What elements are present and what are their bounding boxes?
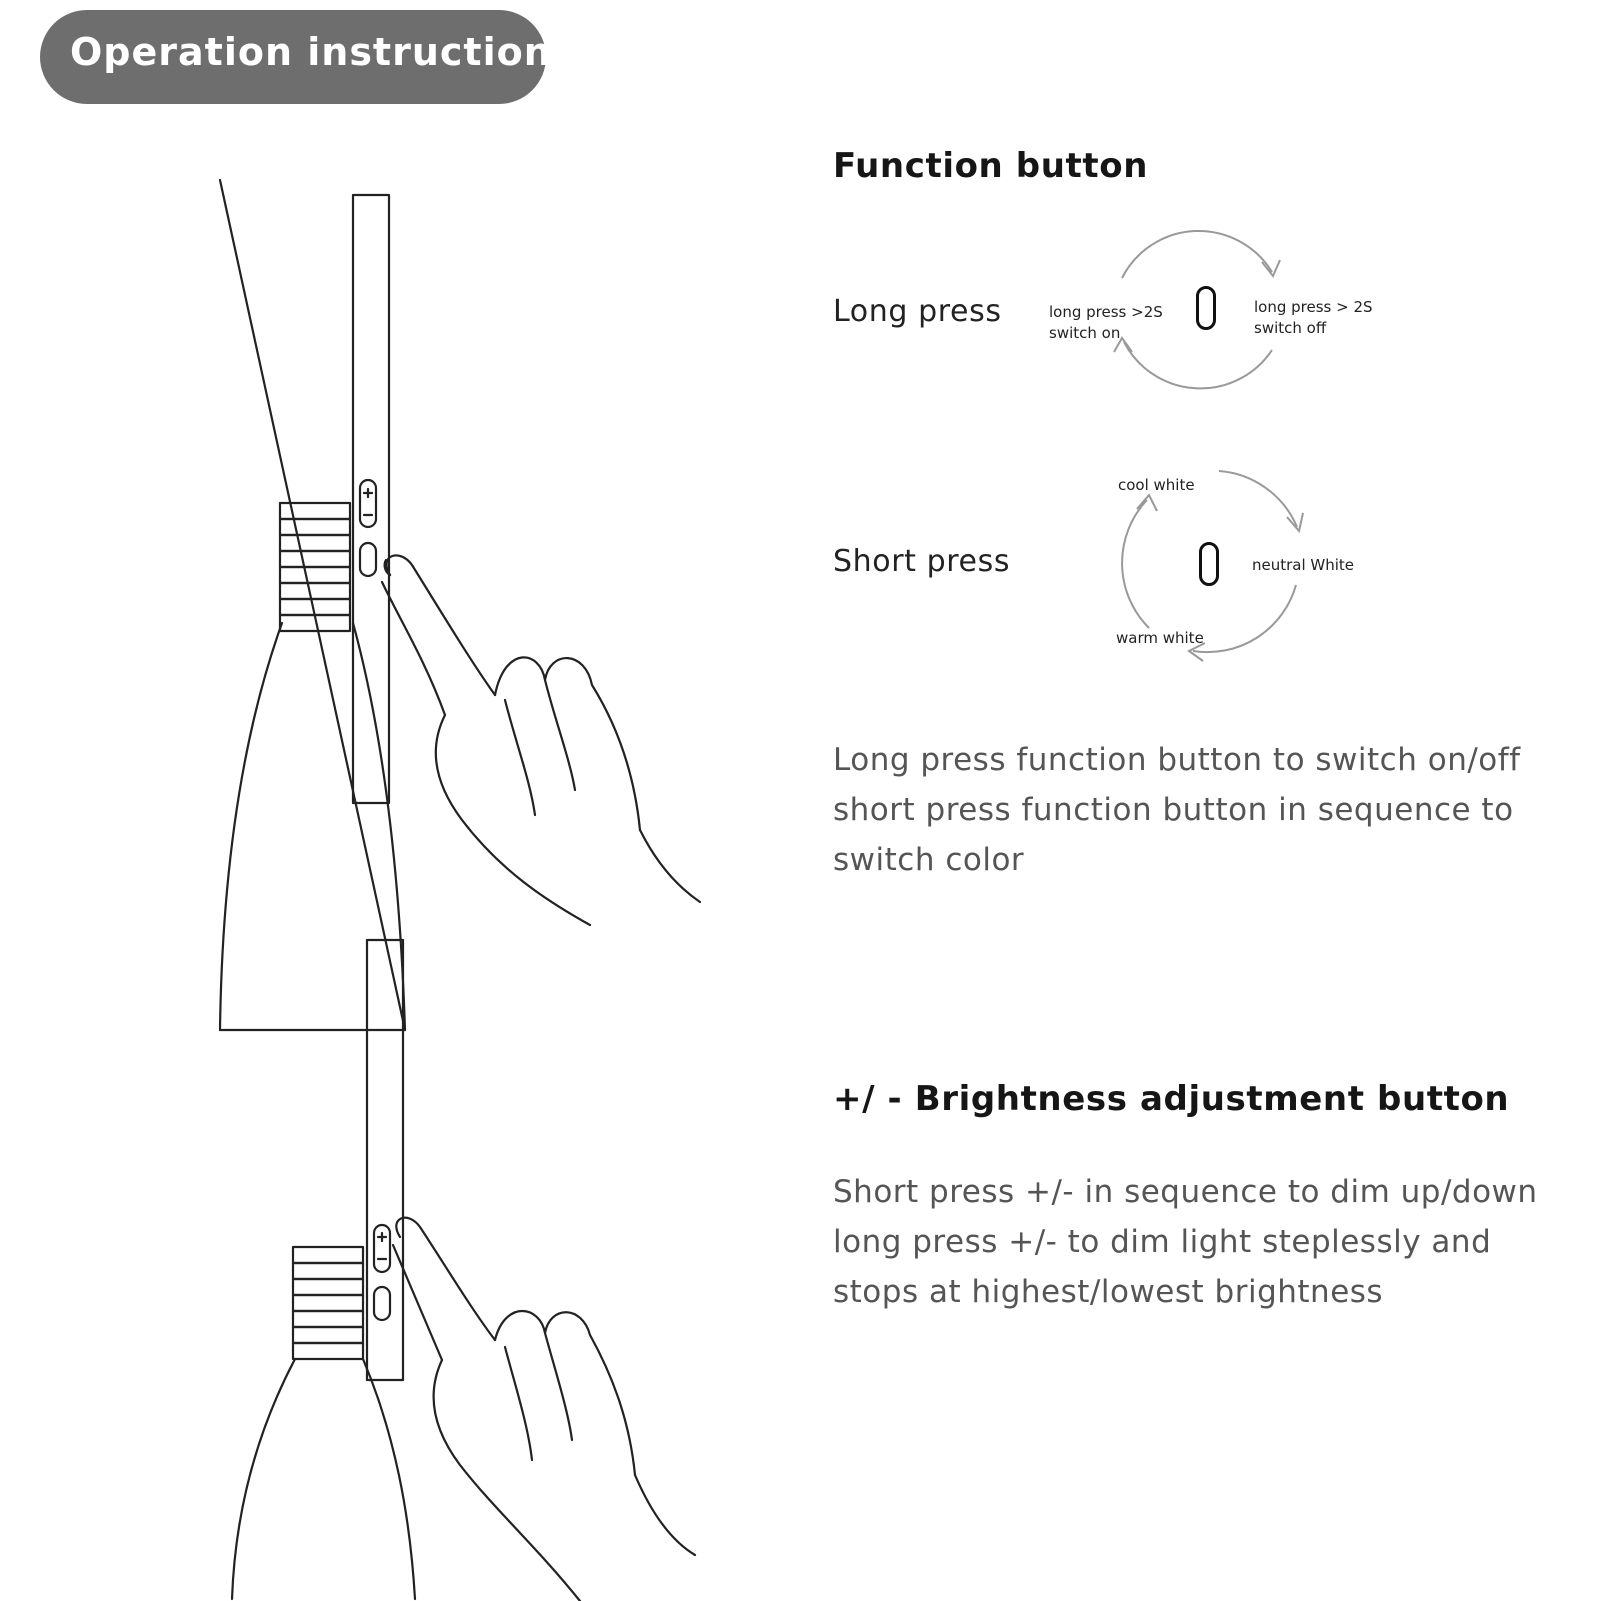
switch-off-note (1254, 297, 1373, 339)
warm-white-note: warm white (1116, 629, 1204, 647)
function-desc-line1: Long press function button to switch on/off (833, 742, 1521, 778)
brightness-desc-line3: stops at highest/lowest brightness (833, 1274, 1384, 1310)
cool-white-note: cool white (1118, 476, 1195, 494)
lamp-function-illustration (200, 180, 720, 940)
function-desc-line2: short press function button in sequence to (833, 792, 1514, 828)
switch-off-line1: long press > 2S (1254, 298, 1373, 316)
switch-on-line1: long press >2S (1049, 303, 1163, 321)
function-description (833, 735, 1521, 885)
brightness-desc-line2: long press +/- to dim light steplessly and (833, 1224, 1492, 1260)
brightness-heading: +/ - Brightness adjustment button (833, 1079, 1510, 1119)
switch-on-line2: switch on (1049, 324, 1121, 342)
page-title: Operation instruction (70, 30, 552, 74)
long-press-label: Long press (833, 294, 1002, 329)
function-button-heading: Function button (833, 146, 1149, 186)
function-button-icon (1199, 542, 1219, 586)
lamp-brightness-illustration (210, 915, 730, 1601)
brightness-description (833, 1167, 1538, 1317)
switch-on-note (1049, 302, 1163, 344)
neutral-white-note: neutral White (1252, 556, 1355, 574)
short-press-label: Short press (833, 544, 1011, 579)
brightness-desc-line1: Short press +/- in sequence to dim up/down (833, 1174, 1538, 1210)
power-button-icon (1196, 286, 1216, 330)
switch-off-line2: switch off (1254, 319, 1327, 337)
function-desc-line3: switch color (833, 842, 1025, 878)
